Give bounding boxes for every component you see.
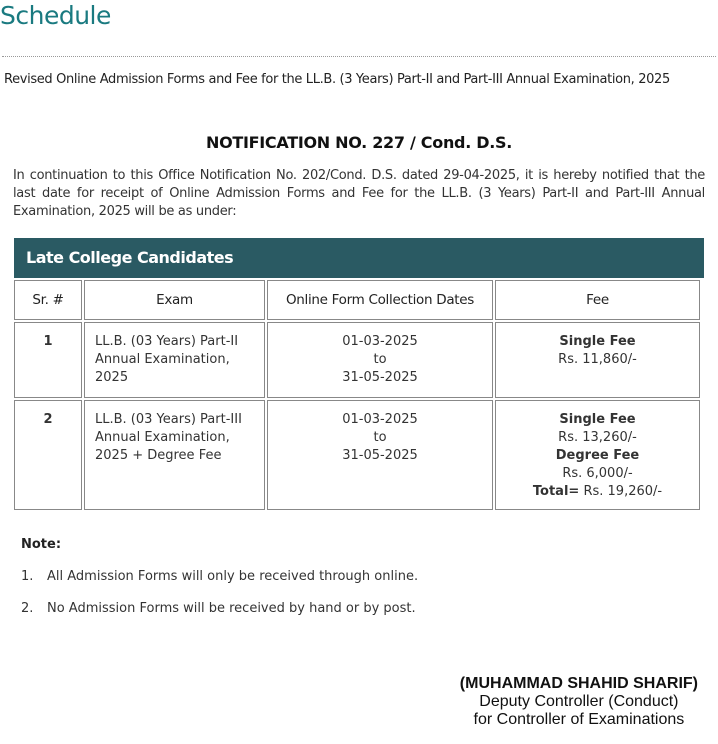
note-heading: Note: bbox=[21, 537, 62, 552]
signatory-for: for Controller of Examinations bbox=[473, 711, 685, 728]
header-sr: Sr. # bbox=[14, 280, 82, 320]
signatory-name: (MUHAMMAD SHAHID SHARIF) bbox=[459, 675, 698, 692]
schedule-table bbox=[14, 238, 704, 512]
note-list bbox=[21, 568, 418, 632]
list-item bbox=[21, 600, 418, 632]
notification-intro: In continuation to this Office Notification No. 202/Cond. D.S. dated 29-04-2025, it is hereby notified that the last date for receipt of Online Admission Forms and Fee for the LL.B. (3 Years) Part-II and Part-III Annual Examination, 2025 will be as under: bbox=[13, 168, 705, 219]
row-dates bbox=[267, 400, 493, 510]
table-row bbox=[14, 322, 700, 398]
table-row bbox=[14, 400, 700, 510]
date-separator: to bbox=[373, 430, 387, 445]
header-fee: Fee bbox=[495, 280, 700, 320]
page-title: Schedule bbox=[0, 1, 111, 30]
date-from: 01-03-2025 bbox=[342, 412, 418, 427]
row-exam: LL.B. (03 Years) Part-III Annual Examination, 2025 + Degree Fee bbox=[84, 400, 265, 510]
notification-number: NOTIFICATION NO. 227 / Cond. D.S. bbox=[205, 133, 512, 152]
notification-subject: Revised Online Admission Forms and Fee for the LL.B. (3 Years) Part-II and Part-III Annual Examination, 2025 bbox=[4, 72, 670, 87]
note-number: 1. bbox=[21, 569, 34, 584]
row-sr: 2 bbox=[14, 400, 82, 510]
degree-fee-value: Rs. 6,000/- bbox=[562, 466, 633, 481]
fee-value: Rs. 13,260/- bbox=[558, 430, 637, 445]
note-text: All Admission Forms will only be received through online. bbox=[47, 569, 419, 584]
signature-block bbox=[460, 675, 698, 729]
date-separator: to bbox=[373, 352, 387, 367]
divider bbox=[2, 56, 716, 57]
total-label: Total= bbox=[532, 484, 580, 499]
date-to: 31-05-2025 bbox=[342, 370, 418, 385]
fee-value: Rs. 11,860/- bbox=[558, 352, 637, 367]
header-dates: Online Form Collection Dates bbox=[267, 280, 493, 320]
row-sr: 1 bbox=[14, 322, 82, 398]
header-exam: Exam bbox=[84, 280, 265, 320]
note-text: No Admission Forms will be received by hand or by post. bbox=[47, 601, 416, 616]
row-fee bbox=[495, 322, 700, 398]
total-value: Rs. 19,260/- bbox=[583, 484, 663, 499]
note-number: 2. bbox=[21, 601, 34, 616]
table-caption: Late College Candidates bbox=[14, 238, 704, 278]
row-exam: LL.B. (03 Years) Part-II Annual Examination, 2025 bbox=[84, 322, 265, 398]
degree-fee-label: Degree Fee bbox=[555, 448, 640, 463]
table-header-row bbox=[14, 280, 700, 320]
row-fee bbox=[495, 400, 700, 510]
date-to: 31-05-2025 bbox=[342, 448, 418, 463]
signatory-designation: Deputy Controller (Conduct) bbox=[479, 693, 679, 710]
fee-table bbox=[12, 278, 702, 512]
fee-label: Single Fee bbox=[559, 412, 636, 427]
fee-label: Single Fee bbox=[559, 334, 636, 349]
fee-total bbox=[497, 483, 698, 501]
list-item bbox=[21, 568, 418, 600]
row-dates bbox=[267, 322, 493, 398]
date-from: 01-03-2025 bbox=[342, 334, 418, 349]
